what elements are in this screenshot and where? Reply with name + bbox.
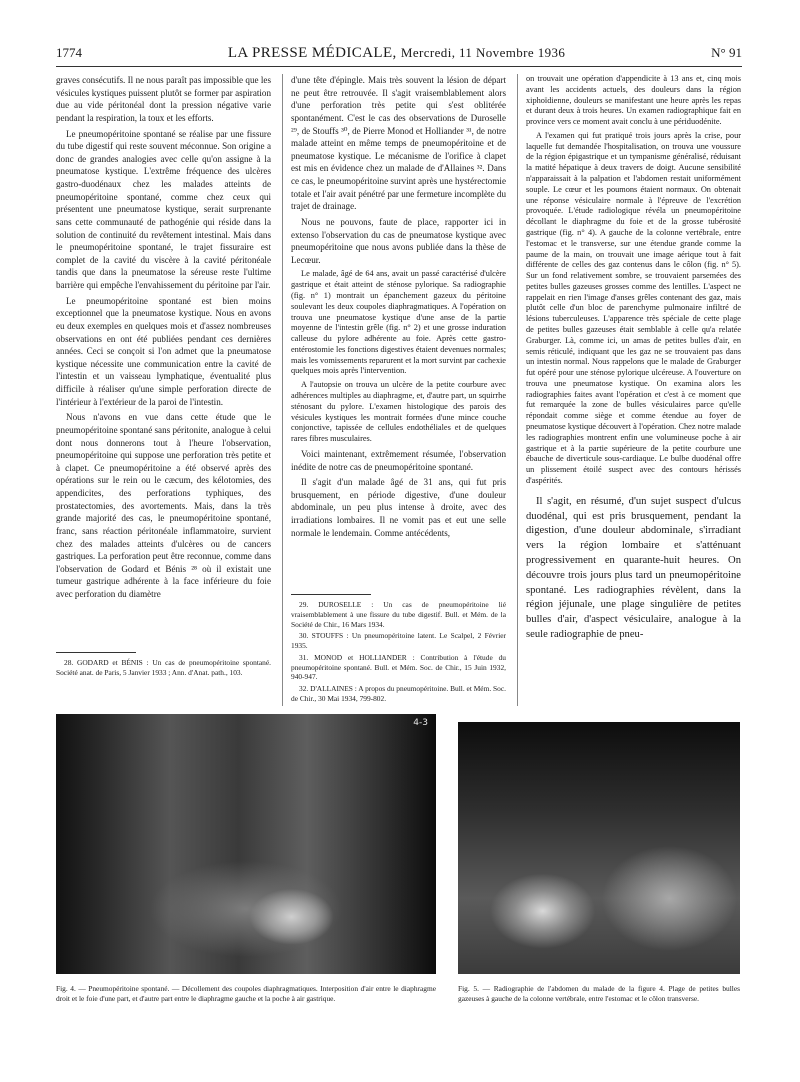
footnote: 31. MONOD et HOLLIANDER : Contribution à l'étude du pneumopéritoine spontané. Bull. et Mém. Soc. de Chir., 15 Juin 1932, 940-947.: [291, 652, 506, 682]
page-number: 1774: [56, 45, 82, 60]
footnote: 30. STOUFFS : Un pneumopéritoine latent. Le Scalpel, 2 Février 1935.: [291, 631, 506, 651]
paragraph: Il s'agit d'un malade âgé de 31 ans, qui fut pris brusquement, en période digestive, d'une douleur abdominale, un peu plus intense à droite, avec des irradiations lombaires. Il ne vomit pas et eut une selle normale le lendemain. Comme antécédents,: [291, 477, 506, 538]
page-header: [56, 40, 742, 67]
footnotes-column-1: [56, 658, 271, 680]
footnote-rule: [291, 594, 371, 595]
footnote-rule: [56, 652, 136, 653]
figure-5-caption: Fig. 5. — Radiographie de l'abdomen du malade de la figure 4. Plage de petites bulles gazeuses à gauche de la colonne vertébrale, entre l'estomac et le côlon transverse.: [458, 984, 740, 1003]
paragraph: on trouvait une opération d'appendicite à 13 ans et, cinq mois avant les accidents actuels, des douleurs dans la région xiphoïdienne, douleurs se manifestant une heure après les repas et durant deux à trois heures. Un examen radiographique fait en province vers ce moment avait conclu à une périduodénite.: [526, 74, 741, 127]
paragraph: Nous ne pouvons, faute de place, rapporter ici in extenso l'observation du cas de pneumatose kystique avec pneumopéritoine que nous avons publiée dans la thèse de Lecœur.: [291, 216, 506, 265]
text-column-1: [56, 74, 271, 604]
case-summary: [291, 269, 506, 445]
figure-4-radiograph: [56, 714, 436, 974]
footnote: 28. GODARD et BÉNIS : Un cas de pneumopéritoine spontané. Société anat. de Paris, 5 Janvier 1933 ; Ann. d'Anat. path., 103.: [56, 658, 271, 677]
paragraph: A l'autopsie on trouva un ulcère de la petite courbure avec adhérences multiples au diaphragme, et, d'autre part, un squirrhe sténosant du pylore. L'examen histologique des parois des vésicules kystiques les montrait formées d'une mince couche conjonctive, tapissée de cellules endothéliales et de quelques rares fibres musculaires.: [291, 380, 506, 444]
text-column-2: [291, 74, 506, 542]
issue-date: Mercredi, 11 Novembre 1936: [400, 44, 566, 60]
issue-number: N° 91: [711, 45, 742, 60]
paragraph: Le pneumopéritoine spontané se réalise par une fissure du tube digestif qui reste souvent méconnue. Son origine a donc de grandes analogies avec celle qu'on assigne à la pneumatose kystique. L'extrême fréquence des ulcères gastro-duodénaux chez les malades atteints de pneumopéritoine spontané, comme chez ceux qui présentent une pneumatose kystique, serait surprenante sans cette communauté de pathogénie qui réside dans la solution de continuité du revêtement intestinal. Mais dans le pneumopéritoine spontané, le trajet fissuraire est complet de la cavité du viscère à la cavité péritonéale tandis que dans la pneumatose la séreuse reste l'ultime barrière qui empêche l'envahissement du péritoine par l'air.: [56, 128, 271, 290]
paragraph: Le pneumopéritoine spontané est bien moins exceptionnel que la pneumatose kystique. Nous en avons eu deux exemples en quelques mois et d'assez nombreuses observations en ont été publiées pendant ces dernières années. Ceci se conçoit si l'on admet que la pneumatose kystique nécessite une communication entre la cavité de l'intestin et un vaisseau lymphatique, éventualité plus difficile à réaliser qu'une simple perforation directe de l'intérieur à l'extérieur de la paroi de l'intestin.: [56, 295, 271, 407]
paragraph: Nous n'avons en vue dans cette étude que le pneumopéritoine spontané sans péritonite, analogue à celui dont nous donnerons tout à l'heure l'observation, pneumopéritoine qui suppose une perforation très petite et à clapet. Ce pneumopéritoine a été observé après des opérations sur le rein ou le cæcum, des kélotomies, des appendicites, des perforations typhiques, des prostatectomies, des avortements. Mais, dans la très grande majorité des cas, le pneumopéritoine spontané, franc, sans réaction péritonéale inflammatoire, survient chez des malades atteints d'ulcères ou de cancers gastriques. La perforation peut être reconnue, comme dans l'observation de Godard et Bénis ²⁸ où il existait une tumeur gastrique adhérente à la face inférieure du foie avec perforation du diamètre: [56, 412, 271, 599]
paragraph: Le malade, âgé de 64 ans, avait un passé caractérisé d'ulcère gastrique et était atteint de sténose pylorique. Sa radiographie (fig. n° 1) montrait un épanchement gazeux du péritoine soulevant les deux coupoles diaphragmatiques. A l'opération on trouva une pneumatose kystique d'une anse de la partie moyenne de l'intestin grêle (fig. n° 2) et une grosse induration calleuse du pylore adhérente au foie. Après cette gastro-entérostomie les fonctions digestives étaient devenues normales; mais les vomissements reparurent et la mort survint par cachexie quelques mois après l'intervention.: [291, 269, 506, 376]
column-divider: [282, 74, 283, 706]
figure-mark: 4-3: [413, 718, 428, 728]
paragraph: d'une tête d'épingle. Mais très souvent la lésion de départ ne peut être retrouvée. Il s'agit vraisemblablement alors d'une perforation très petite qui s'est oblitérée spontanément. C'est le cas des observations de Duroselle ²⁹, de Stouffs ³⁰, de Pierre Monod et Holliander ³¹, de notre malade atteint en même temps de pneumopéritoine et de pneumatose kystique. Le mécanisme de l'orifice à clapet est mis en évidence chez un malade de d'Allaines ³². Dans ce cas, le pneumopéritoine survint après une hystérectomie totale et l'air avait pénétré par une fermeture incomplète du trajet de drainage.: [291, 75, 506, 212]
footnotes-column-2: [291, 600, 506, 706]
paragraph: graves consécutifs. Il ne nous paraît pas impossible que les vésicules kystiques puissent plutôt se former par aspiration due au vide péritonéal dont la pression négative varie pendant la respiration, la toux et les efforts.: [56, 75, 271, 123]
paragraph: A l'examen qui fut pratiqué trois jours après la crise, pour laquelle fut demandée l'hospitalisation, on trouva une voussure de la région épigastrique et un tympanisme généralisé, réduisant la matité hépatique à deux travers de doigt. Aucune sensibilité n'apparaissait à la palpation et l'abdomen restait uniformément souple. Le cœur et les poumons étaient normaux. On obtenait une réponse vésiculaire normale à l'épreuve de l'excrétion provoquée. L'étude radiologique révéla un pneumopéritoine décollant le diaphragme du foie et de la grosse tubérosité gastrique (fig. n° 4). A gauche de la colonne vertébrale, entre l'estomac et le transverse, sur une étendue grande comme la paume de la main, on trouvait une image aérique tout à fait différente de celles des gaz contenus dans le côlon (fig. n° 5). Sur un fond relativement sombre, se trouvaient parsemées des petites bulles gazeuses grosses comme des lentilles. L'aspect ne rappelait en rien l'image d'anses grêles contenant des gaz, mais plutôt celle d'un bloc de parenchyme pulmonaire infiltré de lésions tuberculeuses. L'apparence très spéciale de cette plage de petites bulles gazeuses était semblable à celle qu'a relatée Graburger. Là, comme ici, un amas de petites bulles d'air, en semis réticulé, indiquant que les gaz ne se trouvaient pas dans un intestin normal. Nous rappelons que le malade de Graburger fut opéré pour une sténose pylorique ulcéreuse. A l'ouverture on trouva une pneumatose kystique. On examina alors les radiographies faites avant l'opération et c'est à ce moment que fut remarquée la zone de bulles vésiculaires parce qu'elle répondait comme siège et comme étendue au foyer de pneumatose kystique découvert à l'opération. Chez notre malade les radiographies montrent enfin une volumineuse poche à air gastrique et à la partie supérieure de la petite courbure une ébauche de diverticule sous-cardiaque. Le bulbe duodénal offre un plissement étoilé suspect avec des contours hérissés d'aspérités.: [526, 130, 741, 485]
journal-name: LA PRESSE MÉDICALE,: [227, 44, 397, 61]
column-divider: [517, 74, 518, 706]
journal-title: [228, 45, 565, 62]
figure-4-caption: Fig. 4. — Pneumopéritoine spontané. — Décollement des coupoles diaphragmatiques. Interposition d'air entre le diaphragme droit et le foie d'une part, et d'autre part entre le diaphragme gauche et la poche à air gastrique.: [56, 984, 436, 1003]
case-observation: [526, 74, 741, 487]
text-column-3: [526, 74, 741, 646]
footnote: 32. D'ALLAINES : A propos du pneumopéritoine. Bull. et Mém. Soc. de Chir., 30 Mai 1934, 799-802.: [291, 684, 506, 703]
figure-5-radiograph: [458, 722, 740, 974]
footnote: 29. DUROSELLE : Un cas de pneumopéritoine lié vraisemblablement à une fissure du tube digestif. Bull. et Mém. de la Société de Chir., 16 Mars 1934.: [291, 600, 506, 629]
summary-paragraph: Il s'agit, en résumé, d'un sujet suspect d'ulcus duodénal, qui est pris brusquement, pendant la digestion, d'une douleur abdominale, s'irradiant vers la région lombaire et s'atténuant progressivement en quarante-huit heures. On découvre trois jours plus tard un pneumopéritoine spontané. Les radiographies révèlent, dans la région jéjunale, une plage singulière de petites bulles d'air, d'aspect vésiculaire, analogue à la seule radiographie de pneu-: [526, 495, 741, 641]
paragraph: Voici maintenant, extrêmement résumée, l'observation inédite de notre cas de pneumopéritoine spontané.: [291, 448, 506, 472]
